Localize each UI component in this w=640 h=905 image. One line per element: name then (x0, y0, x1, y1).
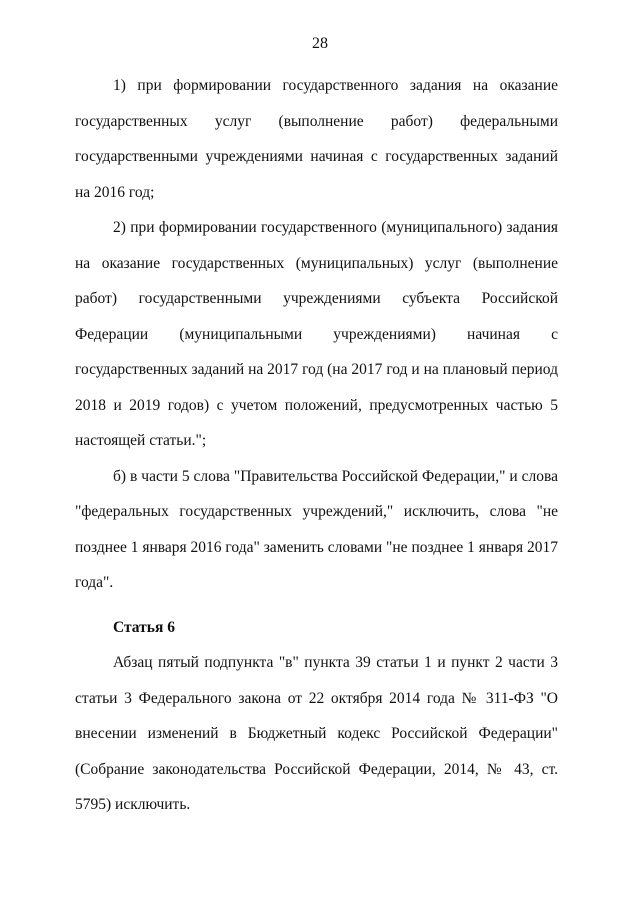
paragraph-item-2: 2) при формировании государственного (муниципального) задания на оказание государственных (муниципальных) услуг (выполнение работ) государственными учреждениями субъекта Российской Федерации (муниципальными учреждениями) начиная с государственных заданий на 2017 год (на 2017 год и на плановый период 2018 и 2019 годов) с учетом положений, предусмотренных частью 5 настоящей статьи."; (75, 219, 558, 449)
paragraph-item-1: 1) при формировании государственного задания на оказание государственных услуг (выполнение работ) федеральными государственными учреждениями начиная с государственных заданий на 2016 год; (75, 77, 558, 201)
page-number: 28 (312, 35, 328, 52)
article-paragraph: Абзац пятый подпункта "в" пункта 39 статьи 1 и пункт 2 части 3 статьи 3 Федерального закона от 22 октября 2014 года № 311-ФЗ "О внесении изменений в Бюджетный кодекс Российской Федерации" (Собрание законодательства Российской Федерации, 2014, № 43, ст. 5795) исключить. (75, 654, 558, 813)
document-body (75, 68, 558, 823)
paragraph-item-b: б) в части 5 слова "Правительства Российской Федерации," и слова "федеральных государственных учреждений," исключить, слова "не позднее 1 января 2016 года" заменить словами "не позднее 1 января 2017 года". (75, 467, 558, 591)
article-heading: Статья 6 (113, 618, 175, 636)
